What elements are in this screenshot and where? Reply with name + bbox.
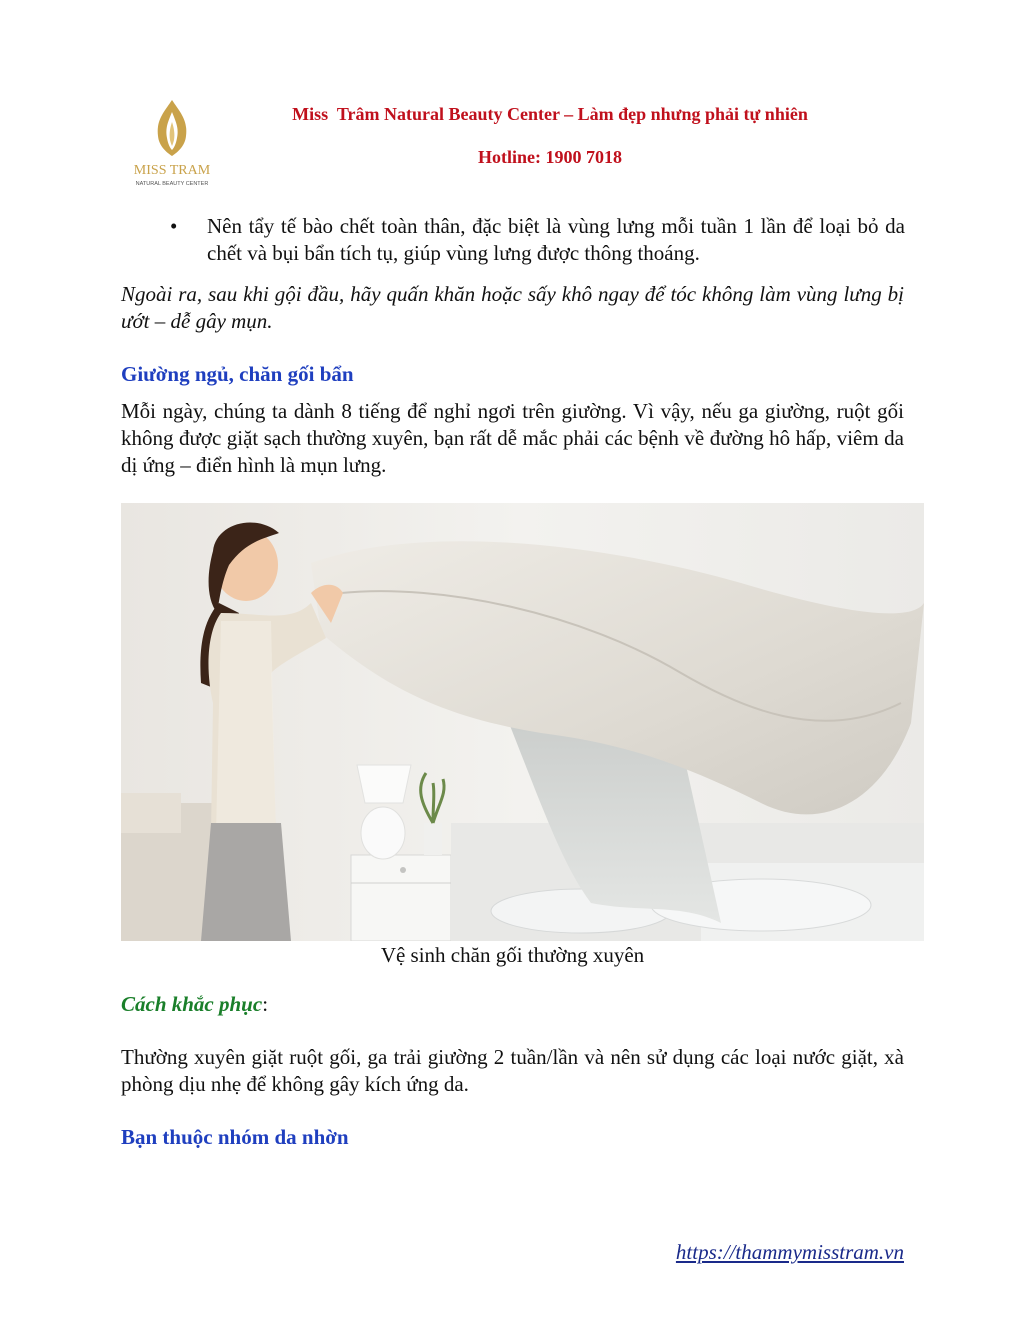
image-caption: Vệ sinh chăn gối thường xuyên [380, 943, 645, 967]
bullet-list [170, 213, 905, 267]
logo-subtext: NATURAL BEAUTY CENTER [135, 181, 209, 187]
footer-website-link[interactable]: https://thammymisstram.vn [675, 1240, 904, 1264]
logo [122, 98, 222, 190]
section-paragraph-bedding: Mỗi ngày, chúng ta dành 8 tiếng để nghỉ ngơi trên giường. Vì vậy, nếu ga giường, ruột gối không được giặt sạch thường xuyên, bạn rất dễ mắc phải các bệnh về đường hô hấp, viêm da dị ứng – điển hình là mụn lưng. [121, 399, 904, 477]
fix-colon: : [262, 992, 269, 1016]
section-heading-oily-skin: Bạn thuộc nhóm da nhờn [121, 1125, 349, 1149]
logo-flame-icon [122, 98, 222, 190]
header-hotline: Hotline: 1900 7018 [478, 147, 622, 167]
fix-heading [121, 992, 268, 1017]
bullet-dot-icon: • [170, 214, 178, 238]
section-heading-bedding: Giường ngủ, chăn gối bẩn [121, 362, 354, 386]
italic-note: Ngoài ra, sau khi gội đầu, hãy quấn khăn hoặc sấy khô ngay để tóc không làm vùng lưng bị ướt – dễ gây mụn. [121, 282, 904, 333]
bedding-photo [121, 503, 924, 941]
fix-label: Cách khắc phục [121, 992, 263, 1016]
fix-paragraph: Thường xuyên giặt ruột gối, ga trải giường 2 tuần/lần và nên sử dụng các loại nước giặt, xà phòng dịu nhẹ để không gây kích ứng da. [121, 1045, 904, 1096]
header-title: Miss Trâm Natural Beauty Center – Làm đẹp nhưng phải tự nhiên [292, 104, 808, 124]
bedding-photo-graphic [121, 503, 924, 941]
logo-text: MISS TRAM [133, 163, 211, 178]
bullet-item: Nên tẩy tế bào chết toàn thân, đặc biệt là vùng lưng mỗi tuần 1 lần để loại bỏ da chết và bụi bẩn tích tụ, giúp vùng lưng được thông thoáng. [207, 214, 905, 265]
